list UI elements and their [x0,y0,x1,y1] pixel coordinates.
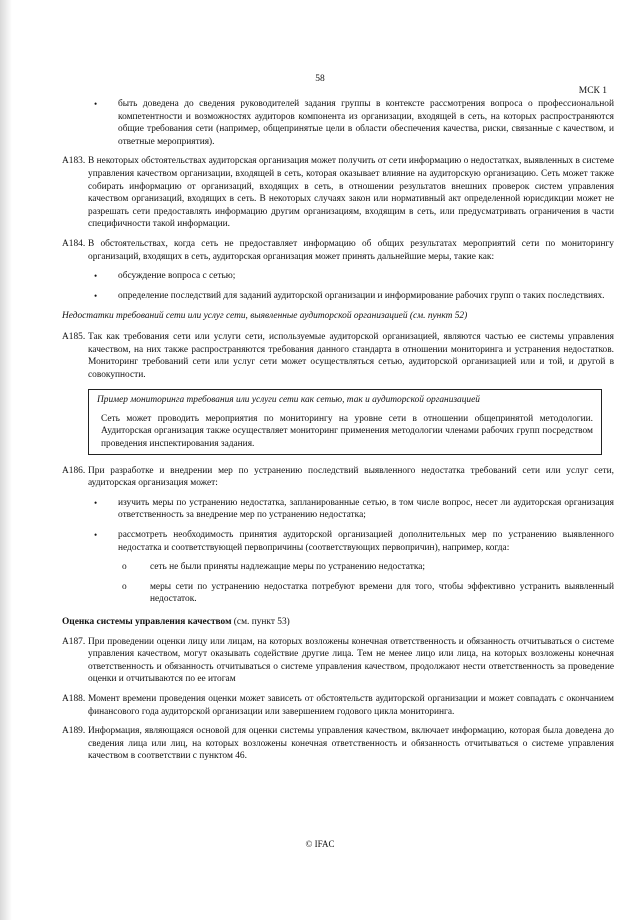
paragraph-a187 [62,636,614,686]
bullet-text: быть доведена до сведения руководителей задания группы в контексте рассмотрения вопроса о профессиональной компетентности и возможностях аудиторов компонента из организации, входящей в сеть, на которых распространяются общие требования сети (например, общепринятые цели в области обеспечения качества, риски, связанные с качеством, и ответные мероприятия). [118,99,614,147]
paragraph-a185 [62,331,614,381]
example-box-body: Сеть может проводить мероприятия по мониторингу на уровне сети в отношении общепринятой методологии. Аудиторская организация также осуществляет мониторинг применения методологии членами рабочих групп посредством проведения инспектирования задания. [101,413,593,450]
example-box [88,389,602,454]
standard-code: МСК 1 [578,86,607,96]
paragraph-text: В обстоятельствах, когда сеть не предоставляет информацию об общих результатах мероприятий сети по мониторингу организаций, входящих в сеть, аудиторская организация может принять дальнейшие меры, такие как: [88,238,614,262]
paragraph-text: Так как требования сети или услуги сети, используемые аудиторской организацией, являются частью ее системы управления качеством, на них также распространяются требования данного стандарта в отношении мониторинга и устранения недостатков. Мониторинг требований сети или услуг сети может осуществляться сетью, аудиторской организацией или и той, и другой в совокупности. [88,331,614,380]
bullet-text: определение последствий для заданий аудиторской организации и информирование рабочих групп о таких последствиях. [118,290,605,301]
bullet-marker: • [94,99,98,109]
bullet-marker: • [94,497,98,508]
paragraph-text: При разработке и внедрении мер по устранению последствий выявленного недостатка требований сети или услуг сети, аудиторская организация может: [88,465,614,489]
paragraph-number: A186. [62,465,86,476]
sub-bullet-text: меры сети по устранению недостатка потребуют времени для того, чтобы эффективно устранить выявленный недостаток. [150,581,614,605]
page-number: 58 [315,74,325,84]
bullet-item [62,529,614,554]
section-heading-reference: (см. пункт 53) [231,617,290,627]
paragraph-a189 [62,725,614,763]
paragraph-a188 [62,693,614,718]
paragraph-number: A185. [62,331,86,342]
section-heading-network-deficiencies: Недостатки требований сети или услуг сети, выявленные аудиторской организацией (см. пункт 52) [62,311,468,322]
paragraph-text: Информация, являющаяся основой для оценки системы управления качеством, включает информацию, которая была доведена до сведения лица или лиц, на которых возложены конечная ответственность и обязанность отчитываться о системе управления качеством в соответствии с пунктом 46. [88,726,614,762]
paragraph-text: При проведении оценки лицу или лицам, на которых возложены конечная ответственность и обязанность отчитываться о системе управления качеством, могут оказывать содействие другие лица. Тем не менее лицо или лица, на которых возложены конечная ответственность и обязанность отчитываться о системе управления качеством, продолжают нести ответственность за проведение оценки и отчитываются по ее итогам [88,636,614,685]
paragraph-a186 [62,465,614,490]
paragraph-number: A184. [62,238,86,249]
paragraph-text: Момент времени проведения оценки может зависеть от обстоятельств аудиторской организации и может совпадать с окончанием финансового года аудиторской организации или завершением годового цикла мониторинга. [88,693,614,717]
document-body [62,98,614,770]
bullet-marker: • [94,271,98,282]
paragraph-text: В некоторых обстоятельствах аудиторская организация может получить от сети информацию о недостатках, выявленных в системе управления качеством организации, входящей в сеть, которая оказывает влияние на аудиторскую организацию. Сеть может также собирать информацию от организаций, входящих в сеть, в отношении результатов внешних проверок систем управления качеством организаций, входящих в сеть. В некоторых случаях закон или нормативный акт определенной юрисдикции может не разрешать сети предоставлять информацию другим организациям, входящим в сеть, или предусматривать ограничения в части специфичности такой информации. [88,156,614,230]
paragraph-number: A189. [62,726,86,737]
circle-marker: o [122,562,127,573]
section-heading-quality-evaluation [62,616,614,629]
bullet-text: рассмотреть необходимость принятия аудиторской организацией дополнительных мер по устранению выявленного недостатка и соответствующей первопричины (соответствующих первопричин), например, когда: [118,530,614,553]
sub-bullet-item [62,581,614,606]
scan-edge-shadow [0,0,12,920]
sub-bullet-item [62,561,614,574]
bullet-text: изучить меры по устранению недостатка, запланированные сетью, в том числе вопрос, несет ли аудиторская организация ответственность за внедрение мер по устранению недостатка; [118,497,614,521]
paragraph-number: A187. [62,636,86,647]
example-box-title: Пример мониторинга требования или услуги сети как сетью, так и аудиторской организацией [97,395,480,406]
paragraph-number: A188. [62,693,86,704]
paragraph-a184 [62,238,614,263]
sub-bullet-text: сеть не были приняты надлежащие меры по устранению недостатка; [150,562,425,573]
section-heading-bold: Оценка системы управления качеством [62,617,232,627]
bullet-item [62,497,614,522]
circle-marker: o [122,581,127,592]
bullet-item [62,98,614,148]
paragraph-number: A183. [62,156,86,167]
bullet-item [62,290,614,303]
bullet-text: обсуждение вопроса с сетью; [118,271,236,282]
footer-copyright: © IFAC [305,839,335,849]
paragraph-a183 [62,155,614,231]
bullet-marker: • [94,530,98,541]
bullet-item [62,270,614,283]
bullet-marker: • [94,290,98,301]
